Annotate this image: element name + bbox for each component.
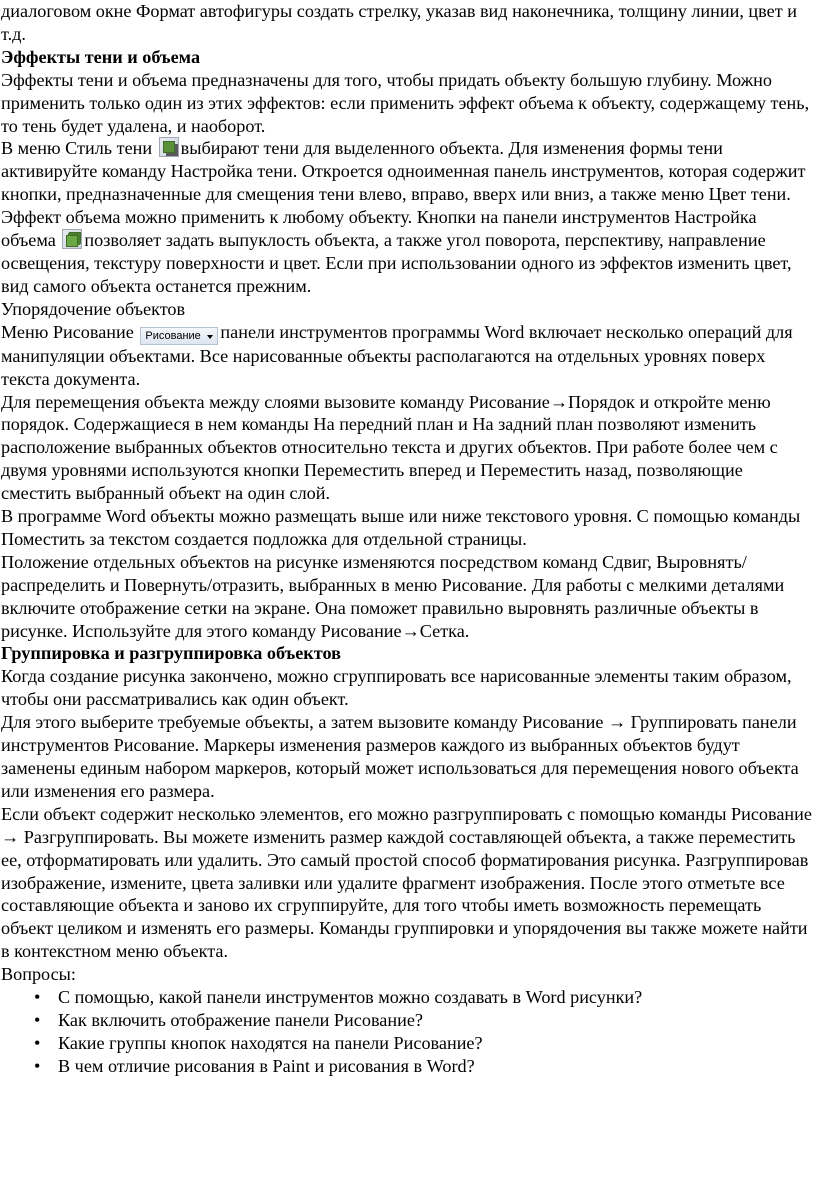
paragraph-grouping-2: Для этого выберите требуемые объекты, а затем вызовите команду Рисование → Группировать панели инструментов Рисование. Маркеры изменения размеров каждого из выбранных объектов будут заменены единым набором маркеров, который может использоваться для перемещения нового объекта или изменения его размера. <box>1 712 799 801</box>
paragraph-shadow-style <box>1 137 813 206</box>
heading-shadow-effects: Эффекты тени и объема <box>1 46 201 67</box>
questions-label: Вопросы: <box>1 964 76 985</box>
heading-object-ordering: Упорядочение объектов <box>1 298 186 319</box>
3d-effect-text-b: позволяет задать выпуклость объекта, а также угол поворота, перспективу, направление освещения, текстуру поверхности и цвет. Если при использовании одного из эффектов изменить цвет, вид самого объекта останется прежним. <box>1 230 792 296</box>
shadow-style-text-b: выбирают тени для выделенного объекта. Для изменения формы тени активируйте команду Настройка тени. Откроется одноименная панель инструментов, которая содержит кнопки, предназначенные для смещения тени влево, вправо, вверх или вниз, а также меню Цвет тени. <box>1 138 806 205</box>
questions-list <box>1 986 813 1078</box>
list-item <box>34 1032 813 1055</box>
heading-grouping: Группировка и разгруппировка объектов <box>1 643 341 664</box>
paragraph-draw-menu <box>1 321 813 391</box>
question-text: С помощью, какой панели инструментов можно создавать в Word рисунки? <box>58 987 643 1008</box>
bullet-icon: • <box>34 1032 41 1053</box>
paragraph-move-layers: Для перемещения объекта между слоями вызовите команду Рисование→Порядок и откройте меню порядок. Содержащиеся в нем команды На передний план и На задний план позволяют изменить расположение выбранных объектов относительно текста и других объектов. При работе более чем с двумя уровнями используются кнопки Переместить вперед и Переместить назад, позволяющие сместить выбранный объект на один слой. <box>1 391 778 504</box>
paragraph-word-objects: В программе Word объекты можно размещать выше или ниже текстового уровня. С помощью команды Поместить за текстом создается подложка для отдельной страницы. <box>1 506 801 549</box>
draw-menu-button <box>140 327 218 345</box>
question-text: Как включить отображение панели Рисование? <box>58 1009 423 1030</box>
shadow-style-text-a: В меню Стиль тени <box>1 138 153 159</box>
bullet-icon: • <box>34 987 41 1008</box>
question-text: В чем отличие рисования в Paint и рисования в Word? <box>58 1055 475 1076</box>
paragraph-object-position: Положение отдельных объектов на рисунке изменяются посредством команд Сдвиг, Выровнять/распределить и Повернуть/отразить, выбранных в меню Рисование. Для работы с мелкими деталями включите отображение сетки на экране. Она поможет правильно выровнять различные объекты в рисунке. Используйте для этого команду Рисование→Сетка. <box>1 551 785 641</box>
list-item <box>34 1009 813 1032</box>
question-text: Какие группы кнопок находятся на панели Рисование? <box>58 1032 483 1053</box>
shadow-style-icon <box>159 137 179 157</box>
paragraph-intro: диалоговом окне Формат автофигуры создать стрелку, указав вид наконечника, толщину линии, цвет и т.д. <box>1 1 797 44</box>
chevron-down-icon <box>207 335 213 339</box>
3d-style-icon-glyph <box>66 235 78 247</box>
list-item <box>34 1055 813 1078</box>
3d-effect-text-a: Эффект объема можно применить к любому объекту. Кнопки на панели инструментов Настройка объема <box>1 207 757 251</box>
paragraph-grouping-1: Когда создание рисунка закончено, можно сгруппировать все нарисованные элементы таким образом, чтобы они рассматривались как один объект. <box>1 666 792 710</box>
paragraph-shadow-effects: Эффекты тени и объема предназначены для того, чтобы придать объекту большую глубину. Можно применить только один из этих эффектов: если применить эффект объема к объекту, содержащему тень, то тень будет удалена, и наоборот. <box>1 69 810 136</box>
draw-menu-text-b: панели инструментов программы Word включает несколько операций для манипуляции объектами. Все нарисованные объекты располагаются на отдельных уровнях поверх текста документа. <box>1 321 793 389</box>
draw-menu-text-a: Меню Рисование <box>1 321 134 342</box>
bullet-icon: • <box>34 1009 41 1030</box>
draw-menu-button-label: Рисование <box>145 329 201 342</box>
bullet-icon: • <box>34 1055 41 1076</box>
paragraph-grouping-3: Если объект содержит несколько элементов, его можно разгруппировать с помощью команды Рисование → Разгруппировать. Вы можете изменить размер каждой составляющей объекта, а также переместить ее, отформатировать или удалить. Это самый простой способ форматирования рисунка. Разгруппировав изображение, измените, цвета заливки или удалите фрагмент изображения. После этого отметьте все составляющие объекта и заново их сгруппируйте, для того чтобы иметь возможность перемещать объект целиком и изменять его размеры. Команды группировки и упорядочения вы также можете найти в контекстном меню объекта. <box>1 803 812 962</box>
3d-style-icon <box>62 229 82 249</box>
paragraph-3d-effect <box>1 206 813 298</box>
shadow-style-icon-glyph <box>163 141 175 153</box>
list-item <box>34 986 813 1009</box>
